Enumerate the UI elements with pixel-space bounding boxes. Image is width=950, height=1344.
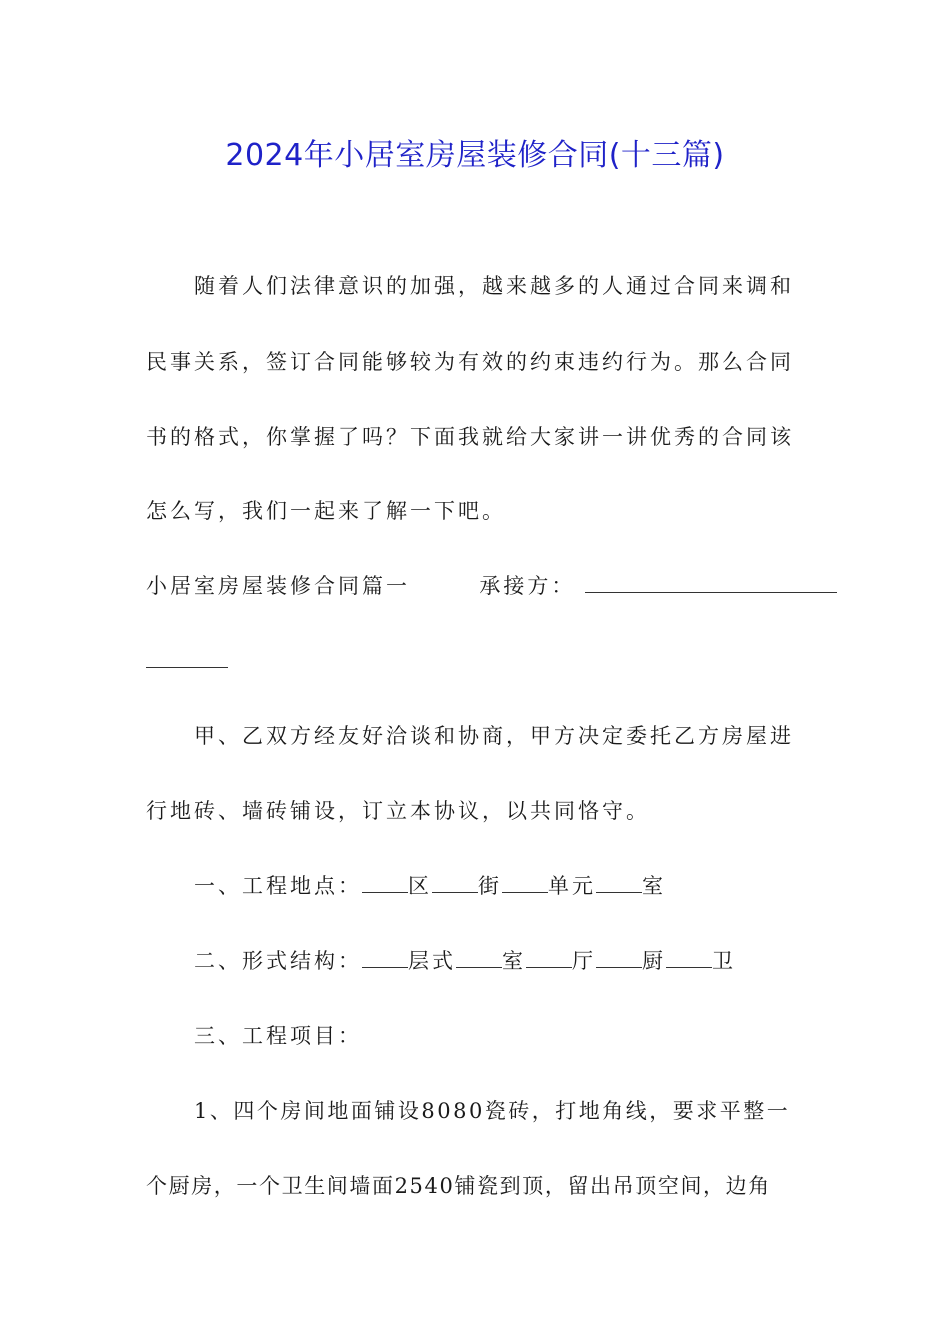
preamble-line-1: 甲、乙双方经友好洽谈和协商，甲方决定委托乙方房屋进 xyxy=(194,724,794,748)
unit-label: 室 xyxy=(502,949,526,973)
section-heading-row xyxy=(146,570,837,600)
blank xyxy=(362,945,408,968)
intro-line-2: 民事关系，签订合同能够较为有效的约束违约行为。那么合同 xyxy=(146,350,794,374)
project-line-1: 1、四个房间地面铺设8080瓷砖，打地角线，要求平整一 xyxy=(194,1099,791,1123)
blank xyxy=(456,945,502,968)
blank xyxy=(502,870,548,893)
unit-label: 卫 xyxy=(712,949,736,973)
unit-label: 区 xyxy=(408,874,432,898)
intro-line-3: 书的格式，你掌握了吗？下面我就给大家讲一讲优秀的合同该 xyxy=(146,425,794,449)
item-projects-heading: 三、工程项目： xyxy=(194,1024,362,1048)
unit-label: 街 xyxy=(478,874,502,898)
intro-line-4: 怎么写，我们一起来了解一下吧。 xyxy=(146,499,506,523)
preamble-line-2: 行地砖、墙砖铺设，订立本协议，以共同恪守。 xyxy=(146,799,650,823)
blank xyxy=(596,870,642,893)
item-structure xyxy=(194,945,736,975)
blank xyxy=(362,870,408,893)
section-heading: 小居室房屋装修合同篇一 xyxy=(146,574,410,598)
contractor-blank xyxy=(585,570,837,593)
intro-line-1: 随着人们法律意识的加强，越来越多的人通过合同来调和 xyxy=(194,274,794,298)
blank xyxy=(666,945,712,968)
item-structure-label: 二、形式结构： xyxy=(194,949,362,973)
contractor-label: 承接方： xyxy=(479,574,576,598)
unit-label: 单元 xyxy=(548,874,596,898)
unit-label: 厅 xyxy=(572,949,596,973)
project-line-2: 个厨房，一个卫生间墙面2540铺瓷到顶，留出吊顶空间，边角 xyxy=(146,1174,771,1198)
document-title: 2024年小居室房屋装修合同(十三篇) xyxy=(225,138,725,173)
unit-label: 室 xyxy=(642,874,666,898)
blank xyxy=(596,945,642,968)
blank xyxy=(432,870,478,893)
unit-label: 层式 xyxy=(408,949,456,973)
unit-label: 厨 xyxy=(642,949,666,973)
item-location xyxy=(194,870,666,900)
blank xyxy=(526,945,572,968)
contractor-blank-continuation xyxy=(146,667,228,668)
item-location-label: 一、工程地点： xyxy=(194,874,362,898)
